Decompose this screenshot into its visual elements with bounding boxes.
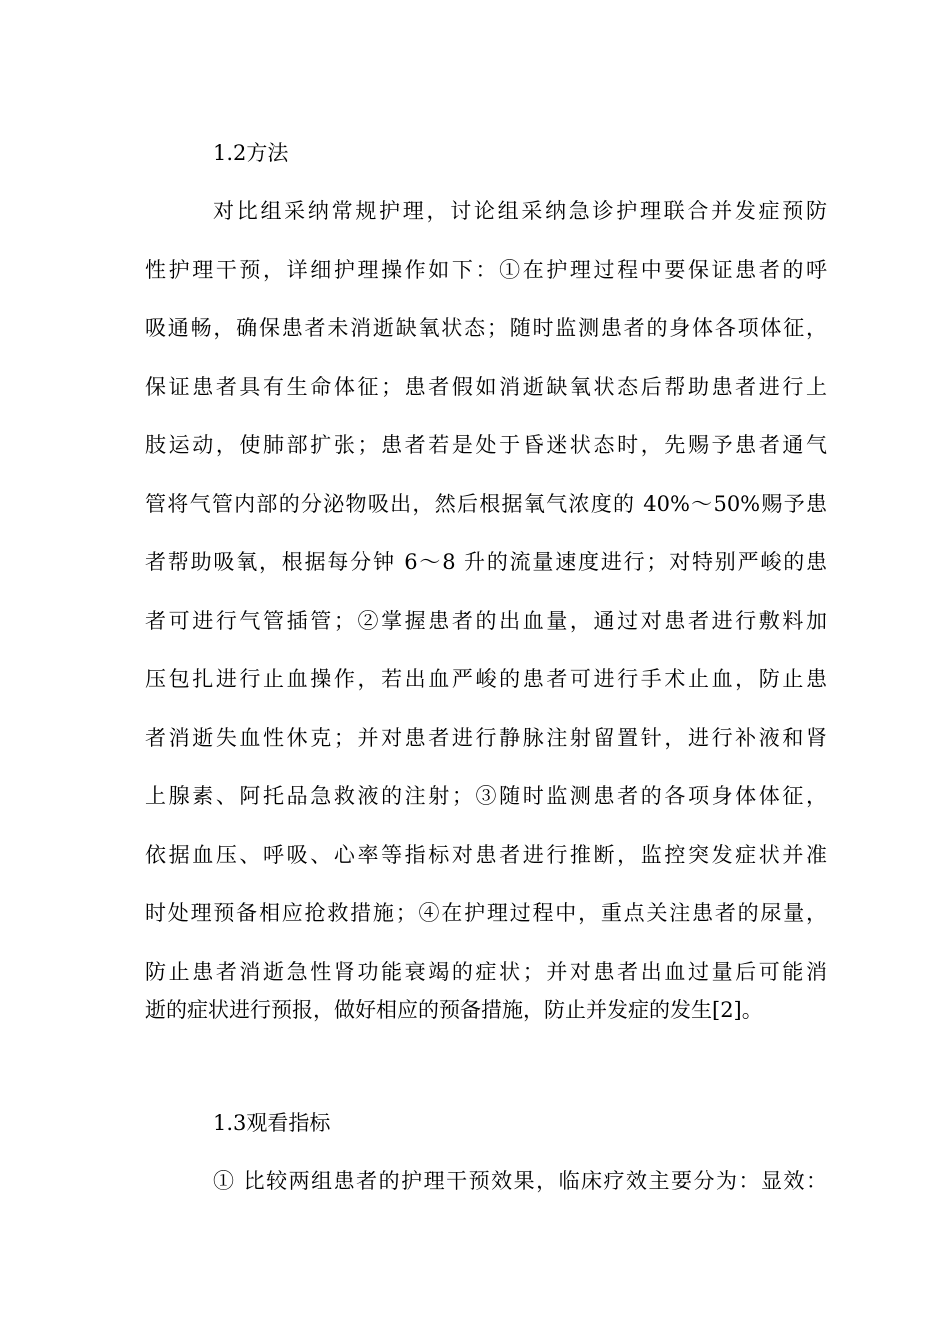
paragraph-line: 性护理干预，详细护理操作如下：①在护理过程中要保证患者的呼 [145,258,827,282]
paragraph-line: 者帮助吸氧，根据每分钟 6～8 升的流量速度进行；对特别严峻的患 [145,550,827,574]
paragraph-line: 吸通畅，确保患者未消逝缺氧状态；随时监测患者的身体各项体征， [145,316,827,340]
paragraph-line: 上腺素、阿托品急救液的注射；③随时监测患者的各项身体体征， [145,784,827,808]
paragraph-line: 保证患者具有生命体征；患者假如消逝缺氧状态后帮助患者进行上 [145,375,827,399]
paragraph-line: ① 比较两组患者的护理干预效果，临床疗效主要分为：显效： [213,1169,827,1193]
paragraph-line: 防止患者消逝急性肾功能衰竭的症状；并对患者出血过量后可能消 [145,960,827,984]
paragraph-line: 者消逝失血性休克；并对患者进行静脉注射留置针，进行补液和肾 [145,726,827,750]
paragraph-line: 管将气管内部的分泌物吸出，然后根据氧气浓度的 40%～50%赐予患 [145,492,827,516]
paragraph-line: 逝的症状进行预报，做好相应的预备措施，防止并发症的发生[2]。 [145,998,763,1022]
paragraph-line: 者可进行气管插管；②掌握患者的出血量，通过对患者进行敷料加 [145,609,827,633]
section-heading-1-2: 1.2方法 [213,141,289,165]
paragraph-line: 对比组采纳常规护理，讨论组采纳急诊护理联合并发症预防 [213,199,827,223]
section-heading-1-3: 1.3观看指标 [213,1111,331,1135]
paragraph-line: 时处理预备相应抢救措施；④在护理过程中，重点关注患者的尿量， [145,901,827,925]
paragraph-line: 压包扎进行止血操作，若出血严峻的患者可进行手术止血，防止患 [145,667,827,691]
paragraph-line: 依据血压、呼吸、心率等指标对患者进行推断，监控突发症状并准 [145,843,827,867]
paragraph-line: 肢运动，使肺部扩张；患者若是处于昏迷状态时，先赐予患者通气 [145,433,827,457]
